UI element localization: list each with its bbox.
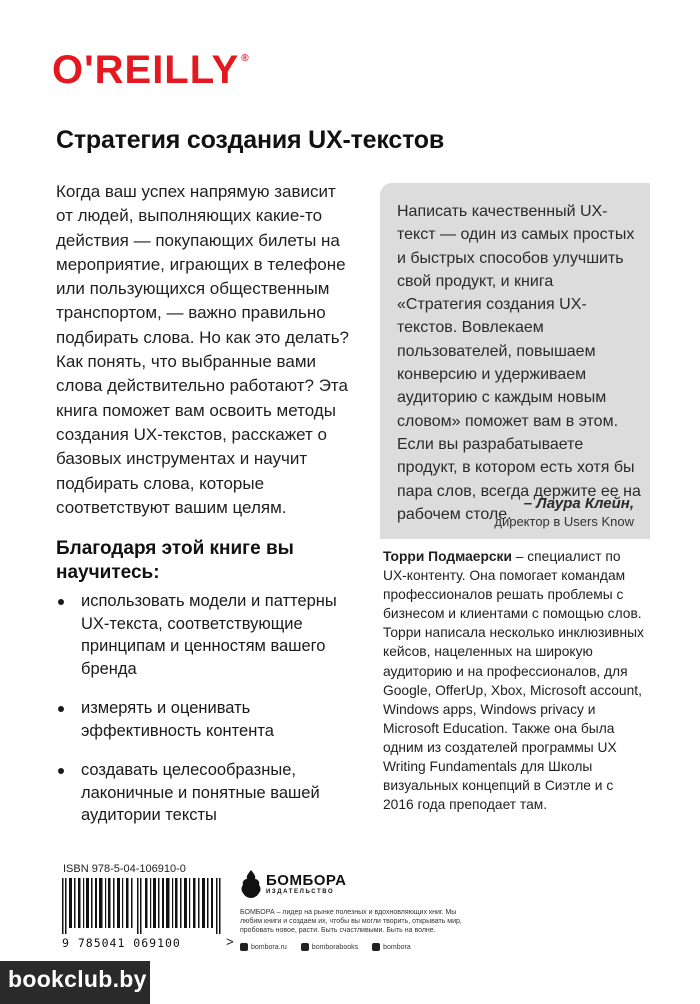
quote-author-role: директор в Users Know — [494, 514, 634, 529]
barcode-digits: 9 785041 069100 — [62, 936, 181, 950]
list-item — [52, 697, 352, 742]
isbn-label: ISBN 978-5-04-106910-0 — [63, 863, 186, 875]
social-label: bombora — [383, 943, 411, 951]
vk-icon — [372, 943, 380, 951]
youtube-icon — [301, 943, 309, 951]
social-links — [240, 943, 411, 951]
list-item — [52, 590, 352, 680]
barcode-arrow: > — [226, 934, 234, 949]
bombora-subtitle: ИЗДАТЕЛЬСТВО — [266, 889, 335, 895]
social-link[interactable] — [240, 943, 287, 951]
bullet-icon — [58, 706, 64, 712]
bombora-description: БОМБОРА – лидер на рынке полезных и вдохновляющих книг. Мы любим книги и создаем их, чтобы вы могли творить, открывать мир, пробовать новое, расти. Быть счастливыми. Быть на волне. — [240, 909, 462, 934]
author-name: Торри Подмаерски — [383, 549, 512, 564]
barcode-icon — [62, 878, 222, 934]
watermark: bookclub.by — [8, 966, 147, 992]
author-bio — [383, 547, 645, 814]
list-item-text: использовать модели и паттерны UX-текста, соответствующие принципам и ценностям вашего бренда — [81, 592, 337, 678]
oreilly-logo — [52, 50, 250, 90]
book-title: Стратегия создания UX-текстов — [56, 126, 445, 154]
bombora-name: БОМБОРА — [266, 872, 347, 889]
social-link[interactable] — [301, 943, 358, 951]
learn-heading: Благодаря этой книге вы научитесь: — [56, 538, 294, 583]
quote-text: Написать качественный UX-текст — один из самых простых и быстрых способов улучшить свой продукт, и книга «Стратегия создания UX-текстов. Вовлекаем пользователей, повышаем конверсию и удерживаем аудиторию с каждым новым словом» поможет вам в этом. Если вы разрабатываете продукт, в котором есть хотя бы пара слов, всегда держите ее на рабочем столе. — [397, 203, 641, 523]
list-item-text: измерять и оценивать эффективность контента — [81, 699, 274, 740]
intro-paragraph: Когда ваш успех напрямую зависит от людей, выполняющих какие-то действия — покупающих билеты на мероприятие, играющих в телефоне или пользующихся общественным транспортом, — важно правильно подбирать слова. Но как это делать? Как понять, что выбранные вами слова действительно работают? Эта книга поможет вам освоить методы создания UX-текстов, расскажет о базовых инструментах и научит подбирать слова, которые соответствуют вашим целям. — [56, 182, 350, 517]
social-label: bomborabooks — [311, 943, 359, 951]
list-item-text: создавать целесообразные, лаконичные и понятные вашей аудитории тексты — [81, 761, 320, 824]
author-bio-text: – специалист по UX-контенту. Она помогает командам профессионалов решать проблемы с бизнесом и клиентами с помощью слов. Торри написала несколько инклюзивных кейсов, нацеленных на широкую аудиторию и на профессионалов, для Google, OfferUp, Xbox, Microsoft account, Windows apps, Windows privacy и Microsoft Education. Также она была одним из создателей программы UX Writing Fundamentals для Школы визуальных концепций в Сиэтле и с 2016 года преподает там. — [383, 549, 644, 813]
social-label: bombora.ru — [251, 943, 287, 951]
bombora-logo-icon — [240, 868, 262, 900]
list-item — [52, 759, 352, 827]
bullet-icon — [58, 599, 64, 605]
logo-text: O'REILLY — [52, 48, 240, 92]
instagram-icon — [240, 943, 248, 951]
social-link[interactable] — [372, 943, 411, 951]
quote-author: – Лаура Клейн, — [523, 495, 634, 512]
registered-mark: ® — [241, 53, 250, 64]
bullet-icon — [58, 768, 64, 774]
learn-list — [52, 590, 352, 844]
